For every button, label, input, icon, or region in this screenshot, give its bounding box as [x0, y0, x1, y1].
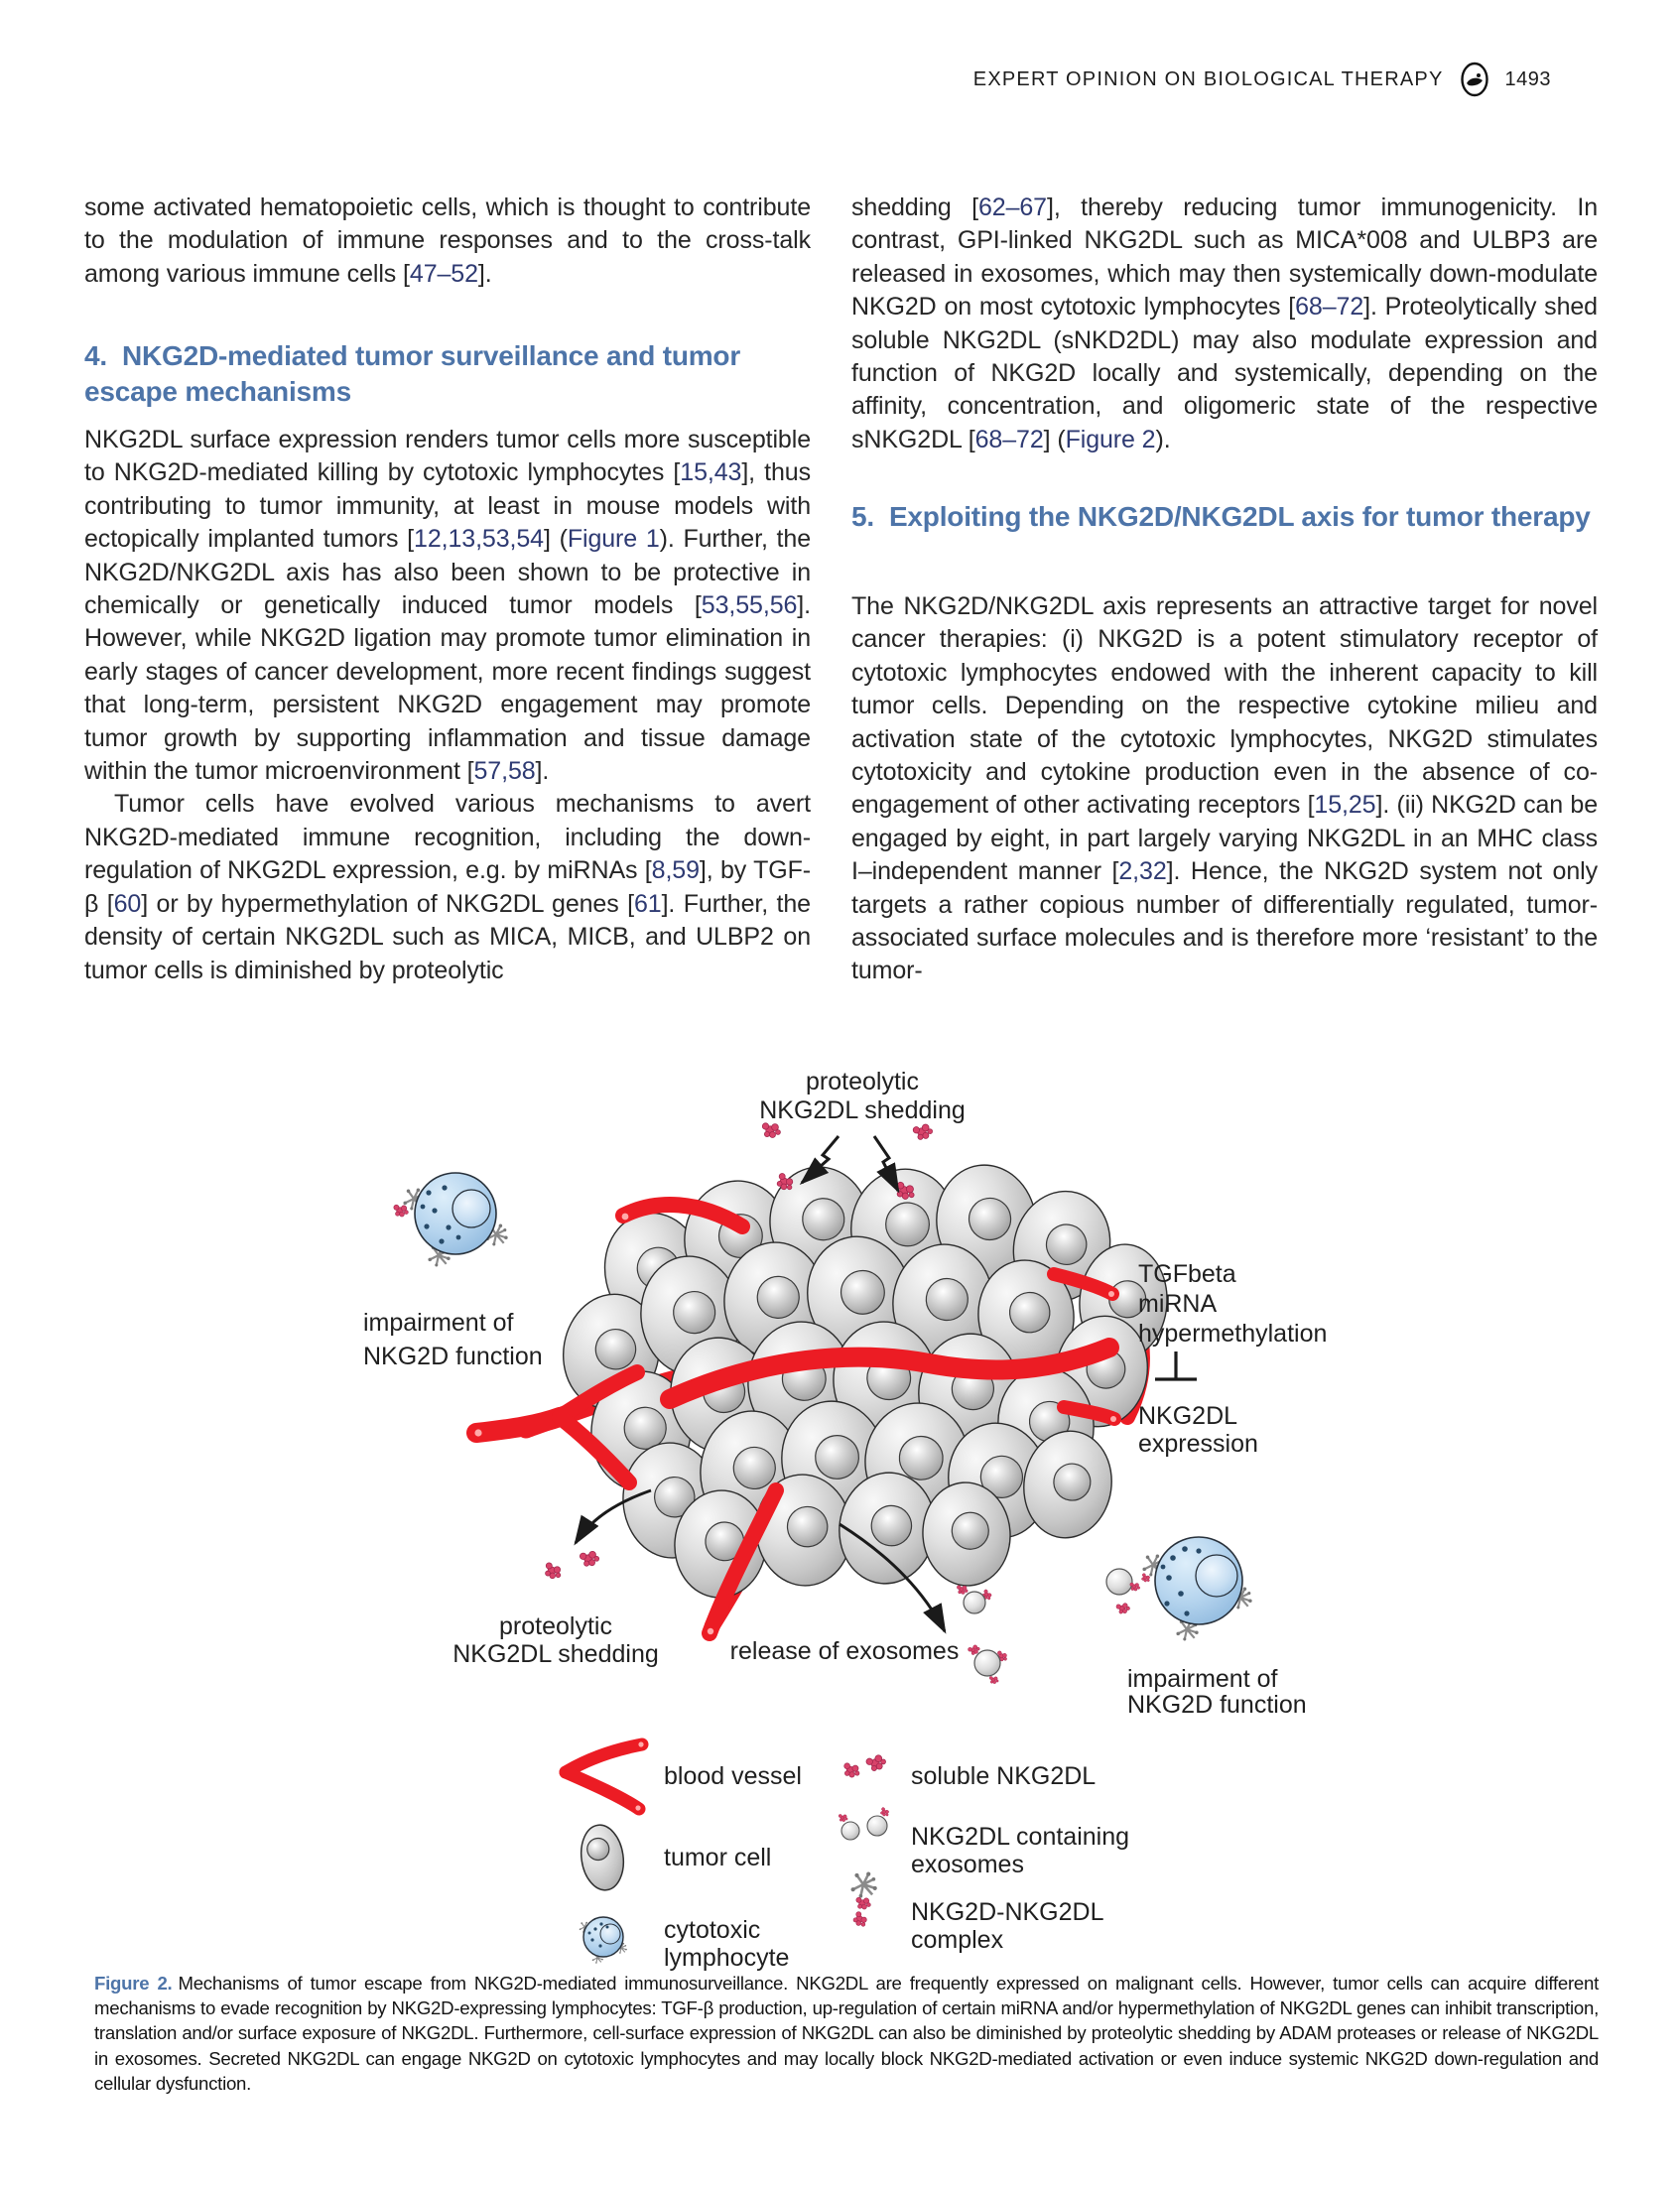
label-nkg2dl-expression-line1: NKG2DL	[1138, 1402, 1238, 1430]
legend-blood-vessel-label: blood vessel	[664, 1762, 802, 1790]
paragraph	[84, 424, 811, 788]
citation-link[interactable]: 15,25	[1314, 791, 1376, 820]
section-number: 5.	[851, 501, 874, 532]
section-heading-5	[851, 499, 1598, 535]
legend-complex-label-line1: NKG2D-NKG2DL	[911, 1898, 1104, 1926]
journal-title: EXPERT OPINION ON BIOLOGICAL THERAPY	[972, 67, 1444, 90]
label-release-of-exosomes: release of exosomes	[729, 1637, 960, 1665]
citation-link[interactable]: 61	[633, 889, 662, 918]
page-number: 1493	[1504, 67, 1551, 90]
label-hypermethylation: hypermethylation	[1138, 1320, 1328, 1348]
label-proteolytic-shedding-top-line2: NKG2DL shedding	[759, 1096, 966, 1124]
right-column-intro-paragraph	[851, 192, 1598, 456]
cytotoxic-lymphocyte-right	[1106, 1537, 1252, 1640]
text-run: ], thereby reducing tumor immunogenicity. In contrast, GPI-linked NKG2DL such as MICA*008 and ULBP3 are released in exosomes, which may then systemically down-modulate NKG2D on most cytotoxic lymphocytes [	[851, 193, 1598, 322]
text-run: ]. However, while NKG2D ligation may promote tumor elimination in early stages of cancer development, more recent findings suggest that long-term, persistent NKG2D engagement may promote tumor growth by supporting inflammation and tissue damage within the tumor microenvironment [	[84, 591, 811, 786]
text-run: ], thus contributing to tumor immunity, at least in mouse models with ectopically implanted tumors [	[84, 458, 811, 554]
figure-caption-text: Mechanisms of tumor escape from NKG2D-mediated immunosurveillance. NKG2DL are frequently expressed on malignant cells. However, tumor cells can acquire different mechanisms to evade recognition by NKG2D-expressing lymphocytes: TGF-β production, up-regulation of certain miRNA and/or hypermethylation of NKG2DL genes can inhibit transcription, translation and/or surface exposure of NKG2DL. Furthermore, cell-surface expression of NKG2DL can also be diminished by proteolytic shedding by ADAM proteases or release of NKG2DL in exosomes. Secreted NKG2DL can engage NKG2D on cytotoxic lymphocytes and may locally block NKG2D-mediated activation or even induce systemic NKG2D down-regulation and cellular dysfunction.	[94, 1973, 1600, 2094]
text-run: ]. Hence, the NKG2D system not only targets a rather copious number of differentially regulated, tumor-associated surface molecules and is therefore more ‘resistant’ to the tumor-	[851, 857, 1598, 985]
paragraph	[851, 192, 1598, 456]
text-run: shedding [	[851, 193, 978, 221]
text-run: ] (	[543, 525, 568, 554]
citation-link[interactable]: 68–72	[1295, 293, 1364, 322]
text-run: ). Further, the NKG2D/NKG2DL axis has also been shown to be protective in chemically or genetically induced tumor models [	[84, 525, 812, 620]
inhibition-bar-icon	[1155, 1351, 1197, 1379]
text-run: The NKG2D/NKG2DL axis represents an attractive target for novel cancer therapies: (i) NKG2D is a potent stimulatory receptor of cytotoxic lymphocytes endowed with the inherent capacity to kill tumor cells. Depending on the respective cytokine milieu and activation state of the cytotoxic lymphocytes, NKG2D stimulates cytotoxicity and cytokine production even in the absence of co-engagement of other activating receptors [	[851, 592, 1598, 820]
text-run: NKG2DL surface expression renders tumor cells more susceptible to NKG2D-mediated killing by cytotoxic lymphocytes [	[84, 426, 811, 487]
legend-complex-label-line2: complex	[911, 1926, 1004, 1954]
legend-soluble-nkg2dl-label: soluble NKG2DL	[911, 1762, 1097, 1790]
section-title: NKG2D-mediated tumor surveillance and tumor escape mechanisms	[84, 340, 741, 407]
citation-link[interactable]: 8,59	[651, 856, 700, 885]
released-exosomes	[957, 1586, 1008, 1684]
legend-tumor-cell-label: tumor cell	[664, 1844, 772, 1871]
figure-2-diagram	[99, 1042, 1538, 1975]
nkg2d-nkg2dl-complex-icon	[850, 1872, 876, 1929]
text-run: ]. Proteolytically shed soluble NKG2DL (sNKD2DL) may also modulate expression and function of NKG2D locally and systemically, depending on the affinity, concentration, and oligomeric state of the respective sNKG2DL [	[851, 293, 1598, 453]
label-proteolytic-shedding-bottom-line1: proteolytic	[499, 1612, 612, 1640]
soluble-nkg2dl-icon	[842, 1752, 888, 1778]
paragraph	[851, 590, 1598, 988]
figure-legend	[566, 1741, 1129, 1972]
text-run: ], by TGF-β [	[84, 856, 811, 918]
figure-caption	[94, 1971, 1599, 2096]
blood-vessel-icon	[566, 1744, 642, 1809]
text-run: ).	[1155, 425, 1171, 453]
label-impairment-left-line2: NKG2D function	[363, 1343, 543, 1370]
label-proteolytic-shedding-top-line1: proteolytic	[806, 1068, 919, 1095]
label-impairment-right-line2: NKG2D function	[1127, 1691, 1307, 1719]
label-mirna: miRNA	[1138, 1290, 1218, 1318]
citation-link[interactable]: 60	[113, 889, 142, 918]
text-run: ]. (ii) NKG2D can be engaged by eight, in part largely varying NKG2DL in an MHC class I–independent manner [	[851, 791, 1598, 886]
nkg2dl-exosome-icon	[839, 1807, 890, 1840]
legend-exosomes-label-line2: exosomes	[911, 1851, 1024, 1878]
tumor-escape-diagram	[99, 1042, 1538, 1975]
text-run: ]. Further, the density of certain NKG2DL such as MICA, MICB, and ULBP2 on tumor cells is diminished by proteolytic	[84, 889, 811, 984]
tumor-cell-icon	[578, 1822, 628, 1892]
paragraph	[84, 788, 811, 986]
right-column-body	[851, 590, 1598, 988]
section-heading-4	[84, 338, 811, 410]
citation-link[interactable]: 53,55,56	[701, 591, 798, 620]
citation-link[interactable]: 12,13,53,54	[414, 525, 544, 554]
citation-link[interactable]: Figure 2	[1065, 425, 1156, 453]
text-run: Tumor cells have evolved various mechanisms to avert NKG2D-mediated immune recognition, including the down-regulation of NKG2DL expression, e.g. by miRNAs [	[84, 790, 811, 885]
journal-header	[973, 62, 1551, 97]
section-title: Exploiting the NKG2D/NKG2DL axis for tumor therapy	[888, 501, 1591, 532]
exosome-icon	[1106, 1569, 1132, 1595]
shed-nkg2dl-fragments-bottom	[543, 1549, 600, 1581]
vessel-highlight	[635, 1805, 640, 1810]
cytotoxic-lymphocyte-icon	[580, 1917, 627, 1964]
citation-link[interactable]: 62–67	[977, 193, 1047, 221]
text-run: some activated hematopoietic cells, which is thought to contribute to the modulation of immune responses and to the cross-talk among various immune cells [	[84, 193, 811, 288]
left-column-body	[84, 424, 811, 987]
text-run: ] (	[1043, 425, 1066, 453]
section-number: 4.	[84, 340, 107, 371]
citation-link[interactable]: 68–72	[974, 425, 1044, 453]
label-impairment-left-line1: impairment of	[363, 1309, 514, 1337]
citation-link[interactable]: 15,43	[680, 458, 742, 487]
label-impairment-right-line1: impairment of	[1127, 1665, 1278, 1693]
citation-link[interactable]: 47–52	[409, 259, 478, 288]
paragraph	[84, 192, 811, 291]
tumor-cell-cluster	[555, 1159, 1171, 1602]
left-column-intro-paragraph	[84, 192, 811, 291]
citation-link[interactable]: 57,58	[473, 757, 536, 786]
citation-link[interactable]: Figure 1	[567, 525, 660, 554]
figure-caption-label: Figure 2.	[94, 1973, 173, 1994]
label-proteolytic-shedding-bottom-line2: NKG2DL shedding	[452, 1640, 659, 1668]
legend-cytotoxic-label-line1: cytotoxic	[664, 1916, 761, 1944]
legend-exosomes-label-line1: NKG2DL containing	[911, 1823, 1130, 1851]
text-run: ].	[535, 757, 550, 786]
text-run: ].	[477, 259, 492, 288]
cytotoxic-lymphocyte-left	[394, 1173, 508, 1266]
legend-cytotoxic-label-line2: lymphocyte	[664, 1944, 790, 1972]
label-nkg2dl-expression-line2: expression	[1138, 1430, 1258, 1458]
label-tgfbeta: TGFbeta	[1138, 1260, 1236, 1288]
text-run: ] or by hypermethylation of NKG2DL genes [	[141, 889, 634, 918]
citation-link[interactable]: 2,32	[1118, 857, 1167, 886]
publisher-logo-icon	[1460, 62, 1489, 97]
vessel-highlight	[638, 1741, 643, 1746]
